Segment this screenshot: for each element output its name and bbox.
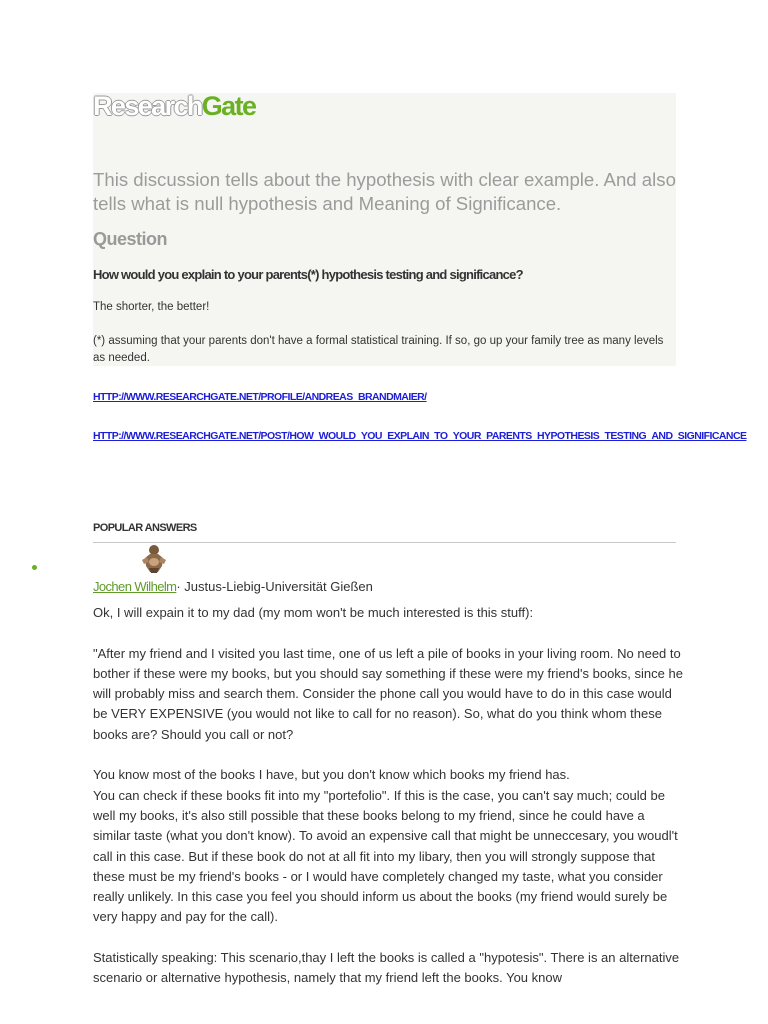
intro-text: This discussion tells about the hypothesis with clear example. And also tells what is null hypothesis and Meaning of Significance. xyxy=(93,169,676,214)
answer-paragraph: You know most of the books I have, but you don't know which books my friend has. You can check if these books fit into my "portefolio". If this is the case, you can't say much; could be well my books, it's also still possible that these books belong to my friend, since he could have a similar taste (what you don't know). To avoid an expensive call that might be unneccesary, you woudl't call in this case. But if these book do not at all fit into my libary, then you will strongly suppose that these must be my friend's books - or I would have completely changed my taste, what you consider really unlikely. In this case you feel you should inform us about the books (my friend would surely be very happy and pay for the call). xyxy=(93,767,678,925)
header-panel xyxy=(93,93,676,366)
researchgate-logo[interactable] xyxy=(93,92,255,120)
answer-paragraph: Statistically speaking: This scenario,thay I left the books is called a "hypotesis". There is an alternative scenario or alternative hypothesis, namely that my friend left the books. You know xyxy=(93,950,680,986)
logo-research: Research xyxy=(93,91,202,121)
question-body-2: (*) assuming that your parents don't have a formal statistical training. If so, go up your family tree as many levels as needed. xyxy=(93,335,664,364)
logo-gate: Gate xyxy=(201,91,256,121)
question-title: How would you explain to your parents(*) hypothesis testing and significance? xyxy=(93,267,523,282)
answer-paragraph: "After my friend and I visited you last time, one of us left a pile of books in your living room. No need to bother if these were my books, but you should say something if these were my friend's books, since he will probably miss and search them. Consider the phone call you would have to do in this case would be VERY EXPENSIVE (you would not like to call for no reason). So, what do you think whom these books are? Should you call or not? xyxy=(93,645,683,742)
section-divider xyxy=(93,542,676,543)
popular-answers-heading: POPULAR ANSWERS xyxy=(93,522,197,534)
question-body-1: The shorter, the better! xyxy=(93,301,210,313)
author-affiliation: · Justus-Liebig-Universität Gießen xyxy=(176,579,373,594)
author-line xyxy=(93,579,373,594)
question-heading: Question xyxy=(93,229,168,249)
answer-body xyxy=(93,603,683,1009)
author-name-link[interactable]: Jochen Wilhelm xyxy=(93,579,177,594)
answer-paragraph: Ok, I will expain it to my dad (my mom won't be much interested is this stuff): xyxy=(93,605,534,620)
profile-link[interactable]: HTTP://WWW.RESEARCHGATE.NET/PROFILE/ANDREAS_BRANDMAIER/ xyxy=(93,391,427,403)
list-bullet xyxy=(32,565,37,570)
post-link[interactable]: HTTP://WWW.RESEARCHGATE.NET/POST/HOW_WOULD_YOU_EXPLAIN_TO_YOUR_PARENTS_HYPOTHESIS_TESTING_AND_SIGNIFICANCE xyxy=(93,430,747,442)
avatar[interactable] xyxy=(140,544,168,574)
